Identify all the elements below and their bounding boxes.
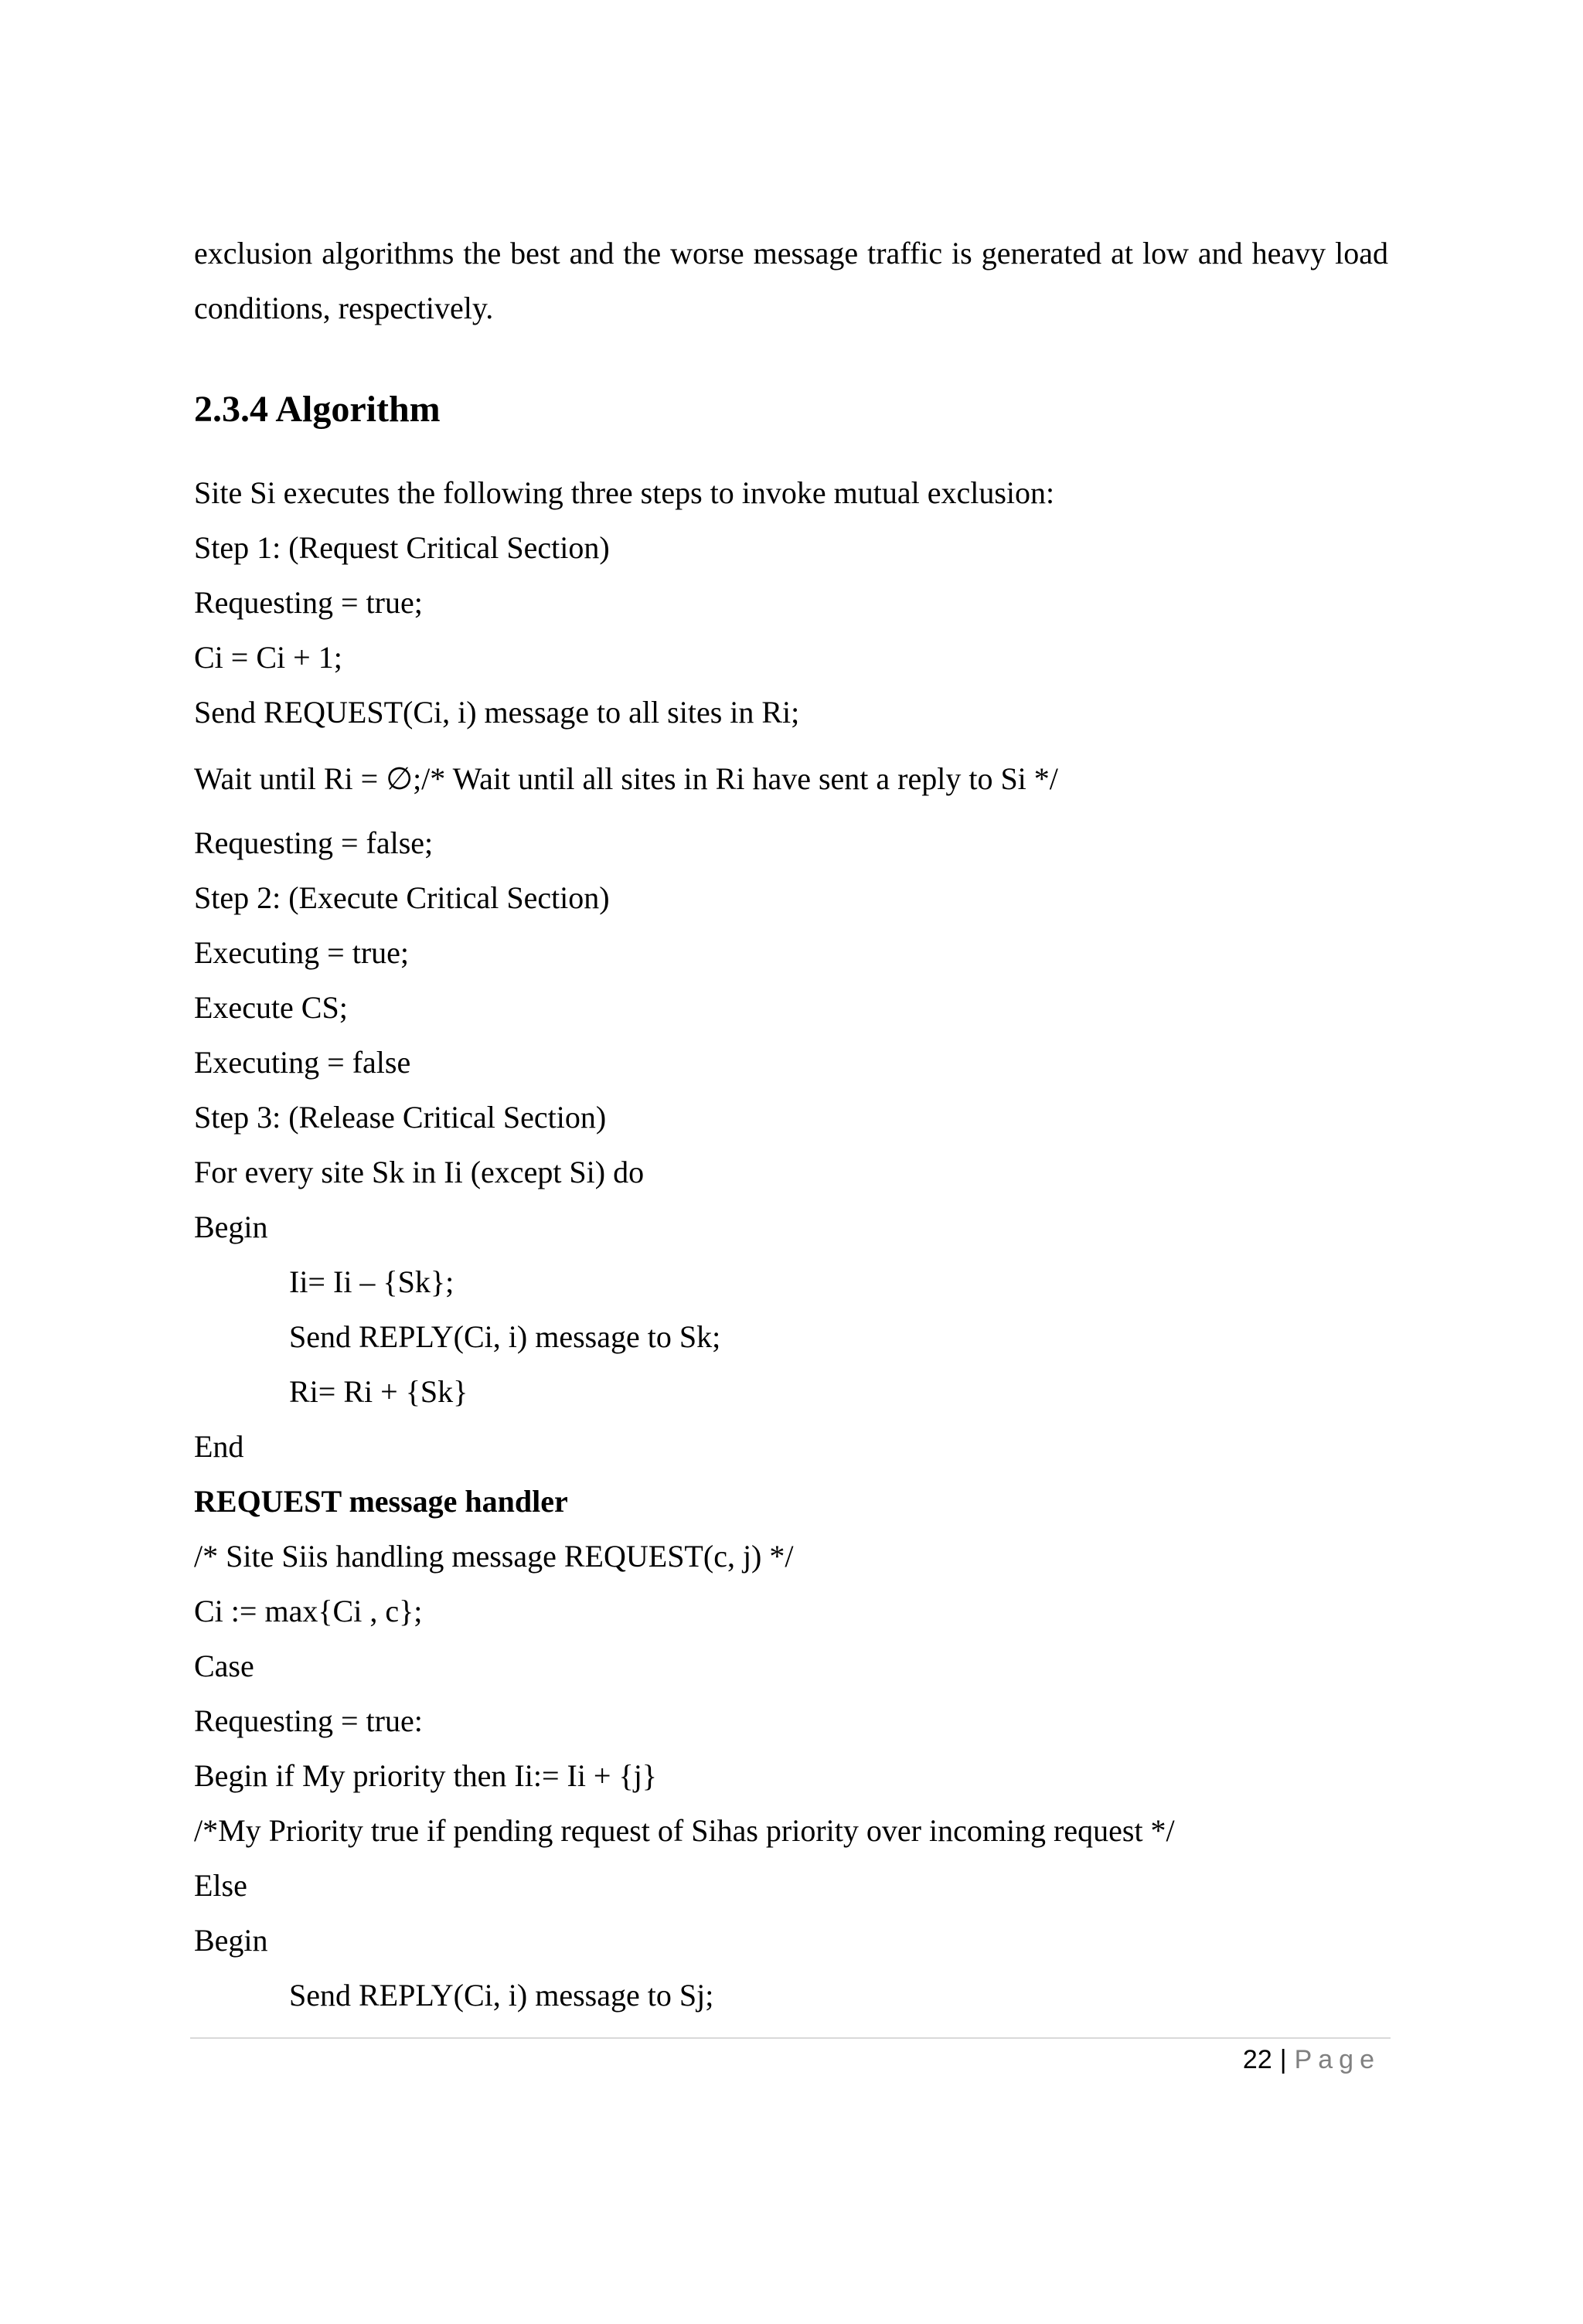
- algorithm-line: For every site Sk in Ii (except Si) do: [194, 1155, 645, 1189]
- subheading-request-handler: REQUEST message handler: [194, 1484, 568, 1519]
- algorithm-line: Ci = Ci + 1;: [194, 640, 342, 675]
- algorithm-line: Begin: [194, 1923, 268, 1958]
- algorithm-line: Requesting = true;: [194, 585, 423, 620]
- algorithm-line: Send REQUEST(Ci, i) message to all sites in Ri;: [194, 695, 800, 730]
- footer-divider: [190, 2037, 1391, 2039]
- algorithm-line: Requesting = true:: [194, 1703, 423, 1738]
- algorithm-line: Step 1: (Request Critical Section): [194, 530, 610, 565]
- algorithm-line: Site Si executes the following three steps to invoke mutual exclusion:: [194, 475, 1055, 510]
- page-footer: [1243, 2040, 1380, 2079]
- algorithm-line: Case: [194, 1649, 254, 1683]
- algorithm-line: End: [194, 1429, 244, 1464]
- page-label: Page: [1294, 2045, 1380, 2074]
- algorithm-line: Wait until Ri = ∅;/* Wait until all sites in Ri have sent a reply to Si */: [194, 761, 1058, 796]
- algorithm-line: Ri= Ri + {Sk}: [289, 1374, 468, 1409]
- footer-separator: |: [1279, 2045, 1287, 2074]
- algorithm-line: Begin if My priority then Ii:= Ii + {j}: [194, 1758, 658, 1793]
- algorithm-line: /*My Priority true if pending request of Sihas priority over incoming request */: [194, 1813, 1175, 1848]
- intro-paragraph: exclusion algorithms the best and the worse message traffic is generated at low and heavy load conditions, respectively.: [194, 236, 1388, 325]
- algorithm-line: Executing = true;: [194, 935, 410, 970]
- algorithm-line: Begin: [194, 1210, 268, 1244]
- section-heading: 2.3.4 Algorithm: [194, 389, 441, 430]
- algorithm-line: Ci := max{Ci , c};: [194, 1594, 423, 1628]
- page-number: 22: [1242, 2045, 1272, 2074]
- algorithm-line: Ii= Ii – {Sk};: [289, 1264, 454, 1299]
- algorithm-line: Step 2: (Execute Critical Section): [194, 880, 610, 915]
- algorithm-line: Step 3: (Release Critical Section): [194, 1100, 607, 1135]
- algorithm-line: Send REPLY(Ci, i) message to Sk;: [289, 1319, 721, 1354]
- algorithm-line: Else: [194, 1868, 247, 1903]
- algorithm-line: Execute CS;: [194, 990, 348, 1025]
- algorithm-line: Send REPLY(Ci, i) message to Sj;: [289, 1978, 714, 2013]
- algorithm-line: Executing = false: [194, 1045, 411, 1080]
- algorithm-line: /* Site Siis handling message REQUEST(c, j) */: [194, 1539, 794, 1574]
- algorithm-line: Requesting = false;: [194, 825, 434, 860]
